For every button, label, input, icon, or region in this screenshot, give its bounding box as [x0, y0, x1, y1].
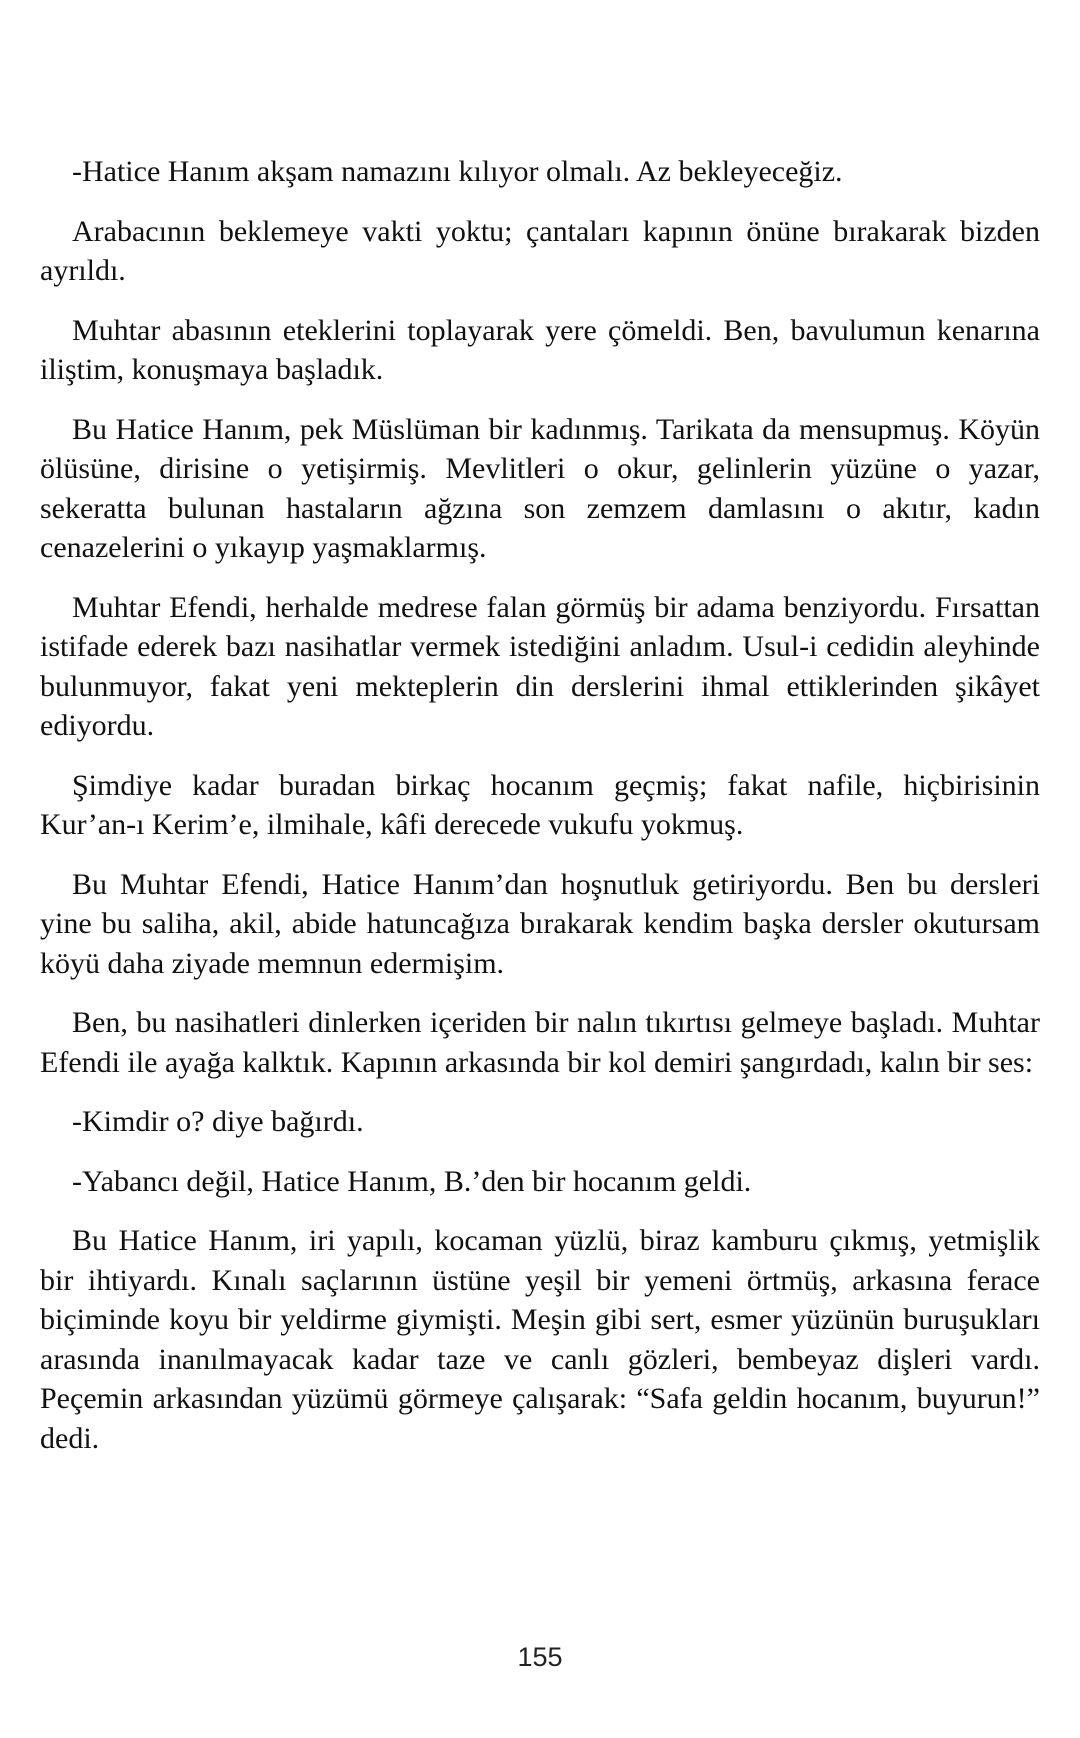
paragraph: -Kimdir o? diye bağırdı.	[72, 1105, 364, 1138]
paragraph: Bu Hatice Hanım, iri yapılı, kocaman yüzlü, biraz kamburu çıkmış, yetmişlik bir ihtiyardı. Kınalı saçlarının üstüne yeşil bir yemeni örtmüş, arkasına ferace biçiminde koyu bir yeldirme giymişti. Meşin gibi sert, esmer yüzünün buruşukları arasında inanılmayacak kadar taze ve canlı gözleri, bembeyaz dişleri vardı. Peçemin arkasından yüzümü görmeye çalışarak: “Safa geldin hocanım, buyurun!” dedi.	[40, 1224, 1040, 1455]
paragraph: Ben, bu nasihatleri dinlerken içeriden bir nalın tıkırtısı gelmeye başladı. Muhtar Efendi ile ayağa kalktık. Kapının arkasında bir kol demiri şangırdadı, kalın bir ses:	[40, 1006, 1040, 1079]
paragraph: Şimdiye kadar buradan birkaç hocanım geçmiş; fakat nafile, hiçbirisinin Kur’an-ı Kerim’e, ilmihale, kâfi derecede vukufu yokmuş.	[40, 768, 1040, 841]
paragraph: Bu Muhtar Efendi, Hatice Hanım’dan hoşnutluk getiriyordu. Ben bu dersleri yine bu saliha, akil, abide hatuncağıza bırakarak kendim başka dersler okutursam köyü daha ziyade memnun edermişim.	[40, 867, 1040, 980]
page-number: 155	[517, 1642, 563, 1672]
paragraph: Arabacının beklemeye vakti yoktu; çantaları kapının önüne bırakarak bizden ayrıldı.	[40, 214, 1040, 287]
paragraph: Muhtar abasının eteklerini toplayarak yere çömeldi. Ben, bavulumun kenarına iliştim, konuşmaya başladık.	[40, 313, 1040, 386]
paragraph: Bu Hatice Hanım, pek Müslüman bir kadınmış. Tarikata da mensupmuş. Köyün ölüsüne, dirisine o yetişirmiş. Mevlitleri o okur, gelinlerin yüzüne o yazar, sekeratta bulunan hastaların ağzına son zemzem damlasını o akıtır, kadın cenazelerini o yıkayıp yaşmaklarmış.	[40, 412, 1040, 564]
paragraph: -Hatice Hanım akşam namazını kılıyor olmalı. Az bekleyeceğiz.	[72, 155, 843, 188]
paragraph: -Yabancı değil, Hatice Hanım, B.’den bir hocanım geldi.	[72, 1164, 752, 1198]
paragraph: Muhtar Efendi, herhalde medrese falan görmüş bir adama benziyordu. Fırsattan istifade ederek bazı nasihatlar vermek istediğini anladım. Usul-i cedidin aleyhinde bulunmuyor, fakat yeni mekteplerin din derslerini ihmal ettiklerinden şikâyet ediyordu.	[40, 590, 1040, 742]
page-body	[40, 152, 1040, 1478]
